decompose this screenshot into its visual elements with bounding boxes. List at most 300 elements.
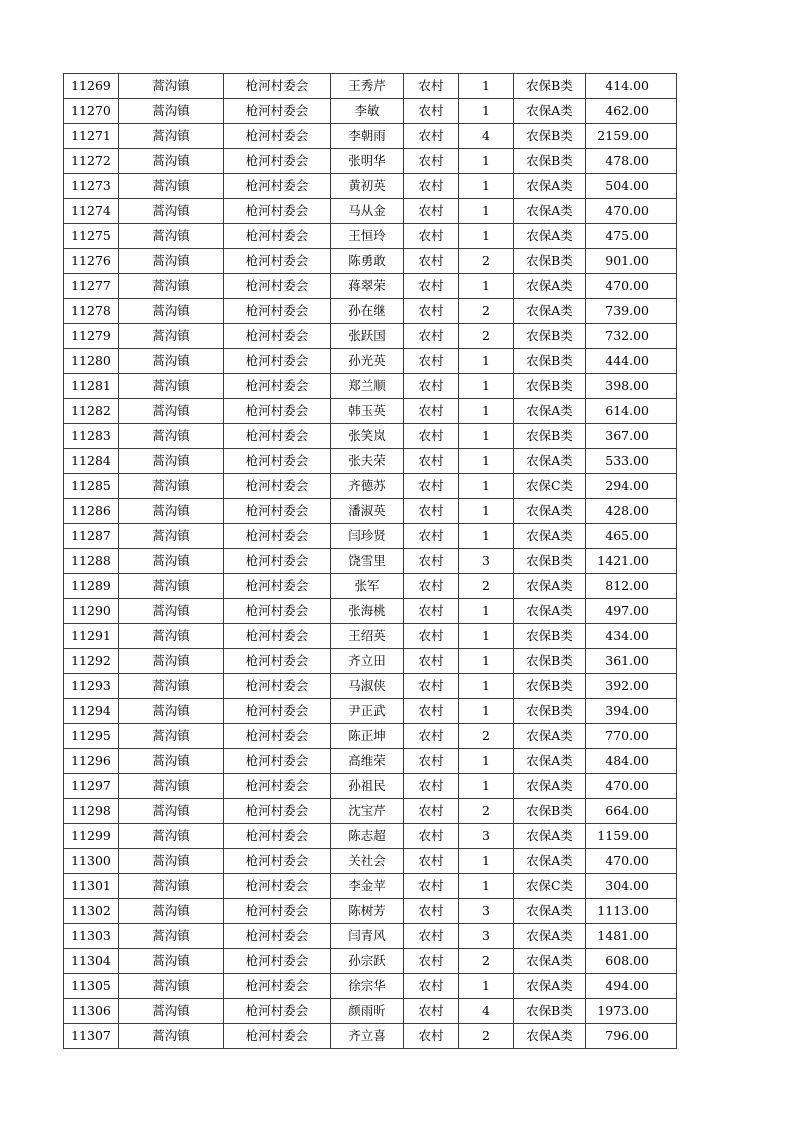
cell-residence: 农村 [404, 799, 459, 824]
cell-town: 蒿沟镇 [119, 649, 224, 674]
cell-town: 蒿沟镇 [119, 474, 224, 499]
cell-village: 枪河村委会 [224, 974, 331, 999]
cell-count: 2 [459, 249, 514, 274]
cell-residence: 农村 [404, 399, 459, 424]
cell-name: 蒋翠荣 [331, 274, 404, 299]
cell-name: 潘淑英 [331, 499, 404, 524]
cell-town: 蒿沟镇 [119, 424, 224, 449]
cell-amount: 470.00 [586, 849, 677, 874]
cell-id: 11299 [64, 824, 119, 849]
cell-category: 农保A类 [514, 449, 586, 474]
cell-village: 枪河村委会 [224, 799, 331, 824]
cell-town: 蒿沟镇 [119, 599, 224, 624]
cell-id: 11273 [64, 174, 119, 199]
table-row [64, 274, 677, 299]
cell-amount: 533.00 [586, 449, 677, 474]
cell-village: 枪河村委会 [224, 224, 331, 249]
cell-residence: 农村 [404, 924, 459, 949]
cell-count: 1 [459, 499, 514, 524]
cell-residence: 农村 [404, 599, 459, 624]
cell-count: 3 [459, 924, 514, 949]
cell-id: 11272 [64, 149, 119, 174]
cell-name: 齐立喜 [331, 1024, 404, 1049]
cell-amount: 414.00 [586, 74, 677, 99]
cell-name: 孙祖民 [331, 774, 404, 799]
cell-amount: 394.00 [586, 699, 677, 724]
cell-count: 1 [459, 399, 514, 424]
data-table [63, 73, 677, 1049]
cell-residence: 农村 [404, 1024, 459, 1049]
cell-amount: 470.00 [586, 274, 677, 299]
cell-id: 11303 [64, 924, 119, 949]
table-row [64, 524, 677, 549]
cell-name: 饶雪里 [331, 549, 404, 574]
table-row [64, 349, 677, 374]
cell-village: 枪河村委会 [224, 874, 331, 899]
cell-category: 农保A类 [514, 174, 586, 199]
cell-residence: 农村 [404, 299, 459, 324]
cell-residence: 农村 [404, 724, 459, 749]
cell-count: 1 [459, 449, 514, 474]
cell-town: 蒿沟镇 [119, 974, 224, 999]
cell-residence: 农村 [404, 899, 459, 924]
table-row [64, 699, 677, 724]
cell-id: 11298 [64, 799, 119, 824]
cell-village: 枪河村委会 [224, 524, 331, 549]
cell-name: 李金苹 [331, 874, 404, 899]
cell-residence: 农村 [404, 674, 459, 699]
cell-village: 枪河村委会 [224, 599, 331, 624]
cell-residence: 农村 [404, 449, 459, 474]
cell-count: 1 [459, 599, 514, 624]
cell-village: 枪河村委会 [224, 449, 331, 474]
cell-count: 1 [459, 199, 514, 224]
cell-amount: 392.00 [586, 674, 677, 699]
table-row [64, 949, 677, 974]
cell-id: 11301 [64, 874, 119, 899]
cell-name: 张笑岚 [331, 424, 404, 449]
cell-name: 孙光英 [331, 349, 404, 374]
cell-id: 11292 [64, 649, 119, 674]
cell-residence: 农村 [404, 374, 459, 399]
cell-id: 11306 [64, 999, 119, 1024]
cell-residence: 农村 [404, 849, 459, 874]
cell-category: 农保A类 [514, 399, 586, 424]
cell-residence: 农村 [404, 574, 459, 599]
table-row [64, 574, 677, 599]
cell-name: 孙宗跃 [331, 949, 404, 974]
cell-count: 4 [459, 999, 514, 1024]
cell-name: 张跃国 [331, 324, 404, 349]
cell-count: 3 [459, 899, 514, 924]
cell-name: 齐德苏 [331, 474, 404, 499]
cell-residence: 农村 [404, 999, 459, 1024]
cell-residence: 农村 [404, 74, 459, 99]
cell-residence: 农村 [404, 974, 459, 999]
cell-town: 蒿沟镇 [119, 274, 224, 299]
cell-village: 枪河村委会 [224, 699, 331, 724]
cell-name: 马淑侠 [331, 674, 404, 699]
cell-id: 11277 [64, 274, 119, 299]
cell-name: 徐宗华 [331, 974, 404, 999]
cell-name: 沈宝芹 [331, 799, 404, 824]
cell-id: 11296 [64, 749, 119, 774]
cell-count: 1 [459, 149, 514, 174]
cell-id: 11302 [64, 899, 119, 924]
cell-town: 蒿沟镇 [119, 699, 224, 724]
cell-count: 1 [459, 74, 514, 99]
cell-amount: 434.00 [586, 624, 677, 649]
cell-town: 蒿沟镇 [119, 824, 224, 849]
cell-count: 2 [459, 1024, 514, 1049]
cell-village: 枪河村委会 [224, 249, 331, 274]
table-row [64, 399, 677, 424]
cell-town: 蒿沟镇 [119, 874, 224, 899]
cell-name: 闫珍贤 [331, 524, 404, 549]
cell-count: 3 [459, 549, 514, 574]
cell-name: 韩玉英 [331, 399, 404, 424]
table-row [64, 599, 677, 624]
cell-village: 枪河村委会 [224, 374, 331, 399]
cell-category: 农保B类 [514, 424, 586, 449]
cell-name: 齐立田 [331, 649, 404, 674]
cell-category: 农保B类 [514, 799, 586, 824]
table-row [64, 74, 677, 99]
cell-name: 张明华 [331, 149, 404, 174]
cell-village: 枪河村委会 [224, 574, 331, 599]
cell-id: 11283 [64, 424, 119, 449]
cell-category: 农保A类 [514, 499, 586, 524]
cell-village: 枪河村委会 [224, 649, 331, 674]
cell-amount: 398.00 [586, 374, 677, 399]
cell-category: 农保A类 [514, 774, 586, 799]
cell-id: 11284 [64, 449, 119, 474]
cell-count: 1 [459, 774, 514, 799]
cell-amount: 494.00 [586, 974, 677, 999]
cell-amount: 2159.00 [586, 124, 677, 149]
cell-id: 11288 [64, 549, 119, 574]
cell-village: 枪河村委会 [224, 74, 331, 99]
cell-id: 11278 [64, 299, 119, 324]
cell-name: 李敏 [331, 99, 404, 124]
cell-town: 蒿沟镇 [119, 749, 224, 774]
cell-name: 高维荣 [331, 749, 404, 774]
cell-amount: 770.00 [586, 724, 677, 749]
cell-town: 蒿沟镇 [119, 799, 224, 824]
cell-town: 蒿沟镇 [119, 924, 224, 949]
cell-name: 孙在继 [331, 299, 404, 324]
cell-count: 3 [459, 824, 514, 849]
cell-id: 11287 [64, 524, 119, 549]
cell-category: 农保B类 [514, 374, 586, 399]
cell-name: 马从金 [331, 199, 404, 224]
cell-id: 11295 [64, 724, 119, 749]
cell-count: 1 [459, 649, 514, 674]
cell-town: 蒿沟镇 [119, 849, 224, 874]
cell-town: 蒿沟镇 [119, 174, 224, 199]
cell-residence: 农村 [404, 99, 459, 124]
cell-residence: 农村 [404, 349, 459, 374]
cell-amount: 428.00 [586, 499, 677, 524]
cell-village: 枪河村委会 [224, 849, 331, 874]
table-row [64, 449, 677, 474]
cell-amount: 484.00 [586, 749, 677, 774]
cell-id: 11293 [64, 674, 119, 699]
cell-village: 枪河村委会 [224, 674, 331, 699]
cell-village: 枪河村委会 [224, 749, 331, 774]
cell-town: 蒿沟镇 [119, 999, 224, 1024]
cell-residence: 农村 [404, 774, 459, 799]
cell-amount: 739.00 [586, 299, 677, 324]
cell-residence: 农村 [404, 474, 459, 499]
cell-amount: 796.00 [586, 1024, 677, 1049]
cell-count: 1 [459, 974, 514, 999]
cell-amount: 901.00 [586, 249, 677, 274]
cell-amount: 470.00 [586, 774, 677, 799]
cell-category: 农保A类 [514, 949, 586, 974]
cell-count: 4 [459, 124, 514, 149]
cell-name: 李朝雨 [331, 124, 404, 149]
cell-town: 蒿沟镇 [119, 99, 224, 124]
cell-amount: 497.00 [586, 599, 677, 624]
cell-count: 2 [459, 299, 514, 324]
cell-name: 黄初英 [331, 174, 404, 199]
cell-amount: 1113.00 [586, 899, 677, 924]
cell-residence: 农村 [404, 524, 459, 549]
cell-count: 1 [459, 674, 514, 699]
cell-count: 2 [459, 724, 514, 749]
cell-amount: 475.00 [586, 224, 677, 249]
cell-category: 农保B类 [514, 649, 586, 674]
cell-town: 蒿沟镇 [119, 449, 224, 474]
cell-category: 农保B类 [514, 674, 586, 699]
cell-name: 王恒玲 [331, 224, 404, 249]
table-row [64, 499, 677, 524]
cell-name: 郑兰顺 [331, 374, 404, 399]
cell-count: 1 [459, 624, 514, 649]
cell-amount: 664.00 [586, 799, 677, 824]
cell-id: 11285 [64, 474, 119, 499]
cell-category: 农保B类 [514, 74, 586, 99]
cell-residence: 农村 [404, 124, 459, 149]
cell-residence: 农村 [404, 624, 459, 649]
table-row [64, 299, 677, 324]
cell-residence: 农村 [404, 424, 459, 449]
table-body [64, 74, 677, 1049]
cell-town: 蒿沟镇 [119, 499, 224, 524]
table-row [64, 624, 677, 649]
cell-town: 蒿沟镇 [119, 899, 224, 924]
cell-name: 陈树芳 [331, 899, 404, 924]
table-row [64, 749, 677, 774]
cell-village: 枪河村委会 [224, 499, 331, 524]
table-row [64, 824, 677, 849]
cell-village: 枪河村委会 [224, 299, 331, 324]
cell-village: 枪河村委会 [224, 474, 331, 499]
cell-category: 农保A类 [514, 524, 586, 549]
cell-count: 1 [459, 874, 514, 899]
cell-town: 蒿沟镇 [119, 374, 224, 399]
cell-category: 农保A类 [514, 299, 586, 324]
table-row [64, 324, 677, 349]
cell-town: 蒿沟镇 [119, 249, 224, 274]
cell-name: 陈志超 [331, 824, 404, 849]
cell-category: 农保A类 [514, 924, 586, 949]
cell-amount: 462.00 [586, 99, 677, 124]
cell-town: 蒿沟镇 [119, 299, 224, 324]
table-row [64, 724, 677, 749]
cell-residence: 农村 [404, 549, 459, 574]
cell-amount: 361.00 [586, 649, 677, 674]
table-row [64, 874, 677, 899]
cell-village: 枪河村委会 [224, 124, 331, 149]
cell-amount: 478.00 [586, 149, 677, 174]
table-row [64, 199, 677, 224]
cell-residence: 农村 [404, 949, 459, 974]
cell-village: 枪河村委会 [224, 899, 331, 924]
cell-town: 蒿沟镇 [119, 674, 224, 699]
cell-name: 张夫荣 [331, 449, 404, 474]
table-row [64, 124, 677, 149]
cell-village: 枪河村委会 [224, 424, 331, 449]
cell-residence: 农村 [404, 199, 459, 224]
cell-category: 农保A类 [514, 599, 586, 624]
cell-town: 蒿沟镇 [119, 74, 224, 99]
cell-village: 枪河村委会 [224, 274, 331, 299]
cell-town: 蒿沟镇 [119, 524, 224, 549]
cell-id: 11305 [64, 974, 119, 999]
cell-town: 蒿沟镇 [119, 124, 224, 149]
cell-count: 1 [459, 274, 514, 299]
cell-count: 1 [459, 99, 514, 124]
cell-amount: 608.00 [586, 949, 677, 974]
cell-category: 农保C类 [514, 474, 586, 499]
cell-amount: 367.00 [586, 424, 677, 449]
cell-category: 农保B类 [514, 149, 586, 174]
table-row [64, 374, 677, 399]
cell-count: 1 [459, 424, 514, 449]
cell-village: 枪河村委会 [224, 774, 331, 799]
table-row [64, 549, 677, 574]
cell-residence: 农村 [404, 149, 459, 174]
table-row [64, 924, 677, 949]
cell-category: 农保A类 [514, 224, 586, 249]
cell-category: 农保A类 [514, 724, 586, 749]
cell-town: 蒿沟镇 [119, 349, 224, 374]
cell-town: 蒿沟镇 [119, 549, 224, 574]
cell-count: 2 [459, 949, 514, 974]
cell-village: 枪河村委会 [224, 999, 331, 1024]
cell-id: 11269 [64, 74, 119, 99]
cell-id: 11290 [64, 599, 119, 624]
table-row [64, 249, 677, 274]
cell-village: 枪河村委会 [224, 199, 331, 224]
cell-count: 1 [459, 349, 514, 374]
table-row [64, 474, 677, 499]
cell-category: 农保A类 [514, 899, 586, 924]
cell-id: 11282 [64, 399, 119, 424]
cell-category: 农保B类 [514, 124, 586, 149]
cell-id: 11280 [64, 349, 119, 374]
cell-id: 11294 [64, 699, 119, 724]
cell-name: 关社会 [331, 849, 404, 874]
cell-category: 农保B类 [514, 349, 586, 374]
table-row [64, 899, 677, 924]
cell-town: 蒿沟镇 [119, 324, 224, 349]
cell-count: 1 [459, 849, 514, 874]
cell-residence: 农村 [404, 749, 459, 774]
cell-name: 王秀芹 [331, 74, 404, 99]
cell-id: 11304 [64, 949, 119, 974]
table-row [64, 799, 677, 824]
cell-amount: 504.00 [586, 174, 677, 199]
table-row [64, 774, 677, 799]
cell-residence: 农村 [404, 824, 459, 849]
cell-id: 11274 [64, 199, 119, 224]
cell-village: 枪河村委会 [224, 399, 331, 424]
cell-amount: 614.00 [586, 399, 677, 424]
cell-name: 闫青风 [331, 924, 404, 949]
cell-amount: 1421.00 [586, 549, 677, 574]
cell-category: 农保B类 [514, 324, 586, 349]
table-row [64, 174, 677, 199]
cell-amount: 1481.00 [586, 924, 677, 949]
cell-name: 尹正武 [331, 699, 404, 724]
cell-count: 2 [459, 324, 514, 349]
cell-village: 枪河村委会 [224, 1024, 331, 1049]
table-row [64, 1024, 677, 1049]
cell-amount: 465.00 [586, 524, 677, 549]
cell-count: 1 [459, 749, 514, 774]
cell-village: 枪河村委会 [224, 924, 331, 949]
cell-village: 枪河村委会 [224, 149, 331, 174]
table-row [64, 674, 677, 699]
cell-id: 11275 [64, 224, 119, 249]
cell-town: 蒿沟镇 [119, 149, 224, 174]
cell-count: 1 [459, 374, 514, 399]
cell-amount: 470.00 [586, 199, 677, 224]
cell-village: 枪河村委会 [224, 549, 331, 574]
table-row [64, 424, 677, 449]
table-row [64, 149, 677, 174]
cell-residence: 农村 [404, 499, 459, 524]
cell-category: 农保B类 [514, 549, 586, 574]
cell-id: 11286 [64, 499, 119, 524]
cell-residence: 农村 [404, 174, 459, 199]
cell-residence: 农村 [404, 324, 459, 349]
cell-town: 蒿沟镇 [119, 624, 224, 649]
cell-name: 王绍英 [331, 624, 404, 649]
cell-amount: 812.00 [586, 574, 677, 599]
cell-category: 农保B类 [514, 249, 586, 274]
cell-town: 蒿沟镇 [119, 574, 224, 599]
cell-name: 陈勇敢 [331, 249, 404, 274]
cell-count: 2 [459, 574, 514, 599]
cell-category: 农保B类 [514, 699, 586, 724]
cell-town: 蒿沟镇 [119, 774, 224, 799]
cell-residence: 农村 [404, 874, 459, 899]
cell-amount: 1159.00 [586, 824, 677, 849]
cell-id: 11300 [64, 849, 119, 874]
cell-category: 农保A类 [514, 99, 586, 124]
cell-village: 枪河村委会 [224, 949, 331, 974]
cell-village: 枪河村委会 [224, 724, 331, 749]
cell-town: 蒿沟镇 [119, 224, 224, 249]
cell-category: 农保B类 [514, 999, 586, 1024]
cell-amount: 294.00 [586, 474, 677, 499]
cell-village: 枪河村委会 [224, 174, 331, 199]
cell-amount: 444.00 [586, 349, 677, 374]
